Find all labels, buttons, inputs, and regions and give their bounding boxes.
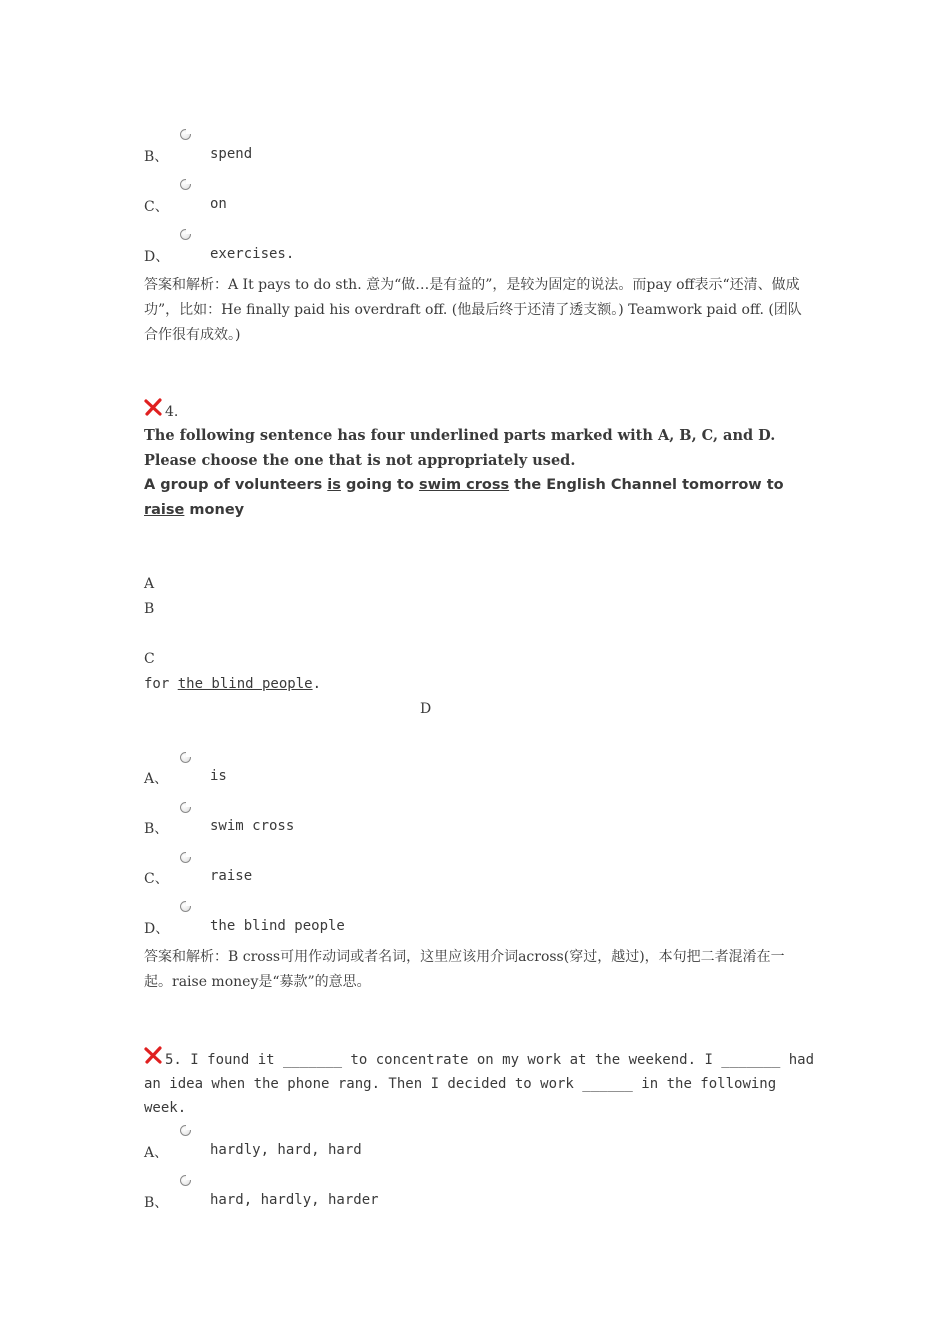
q4-option-a-radio[interactable] [180,752,191,763]
q4-sentence-part3: the English Channel tomorrow to [509,477,784,493]
q4-sentence-part1: A group of volunteers [144,477,328,493]
q4-option-b-text: swim cross [210,818,295,834]
q5-number: 5. [165,1052,182,1068]
q4-instruction: The following sentence has four underlined parts marked with A, B, C, and D. Please choose the one that is not appropriately used. [144,427,776,469]
q5-option-a-letter: A、 [144,1145,169,1161]
q4-option-a-text: is [210,768,227,784]
q4-option-d-text: the blind people [210,918,345,934]
q4-underline-d: the blind people [177,676,313,692]
q3-option-c-letter: C、 [144,199,169,215]
q4-marker-a: A [144,576,155,592]
q4-option-c-text: raise [210,868,253,884]
q5-question-text: I found it _______ to concentrate on my work at the weekend. I _______ had an idea when the phone rang. Then I decided to work ______ in the following week. [144,1052,815,1116]
q3-option-d-text: exercises. [210,246,295,262]
q4-marker-b: B [144,601,155,617]
q3-option-c-radio[interactable] [180,179,191,190]
q4-option-c-letter: C、 [144,871,169,887]
q4-underline-b: swim cross [418,477,510,493]
q4-underline-a: is [327,477,341,493]
q4-explanation: 答案和解析：B cross可用作动词或者名词，这里应该用介词across(穿过，越过)，本句把二者混淆在一起。raise money是“募款”的意思。 [144,949,785,990]
q4-for-text: for [144,676,178,692]
q3-option-b-radio[interactable] [180,129,191,140]
q3-option-b-letter: B、 [144,149,169,165]
q4-sentence-part2: going to [340,477,419,493]
q3-option-c-text: on [210,196,227,212]
q4-marker-c: C [144,651,155,667]
q4-option-d-radio[interactable] [180,901,191,912]
q4-continuation-line [144,676,321,692]
q4-underline-c: raise [144,502,185,518]
q4-option-b-letter: B、 [144,821,169,837]
q3-option-d-radio[interactable] [180,229,191,240]
q5-option-b-letter: B、 [144,1195,169,1211]
q4-option-c-radio[interactable] [180,852,191,863]
q4-option-a-letter: A、 [144,771,169,787]
q4-option-d-letter: D、 [144,921,170,937]
q5-question [144,1048,814,1120]
q4-marker-d: D [420,701,432,717]
q3-option-b-text: spend [210,146,253,162]
q4-period: . [312,676,322,692]
q5-option-a-text: hardly, hard, hard [210,1142,362,1158]
wrong-answer-icon [144,398,163,417]
q3-option-d-letter: D、 [144,249,170,265]
q5-option-a-radio[interactable] [180,1125,191,1136]
q5-option-b-radio[interactable] [180,1175,191,1186]
q4-sentence [144,473,810,523]
q3-explanation: 答案和解析：A It pays to do sth. 意为“做…是有益的”，是较为固定的说法。而pay off表示“还清、做成功”，比如：He finally paid his overdraft off. (他最后终于还清了透支额。) Teamwork paid off. (团队合作很有成效。) [144,277,802,343]
q4-option-b-radio[interactable] [180,802,191,813]
q4-sentence-part4: money [184,502,245,518]
q5-option-b-text: hard, hardly, harder [210,1192,379,1208]
q4-number: 4. [165,404,179,420]
